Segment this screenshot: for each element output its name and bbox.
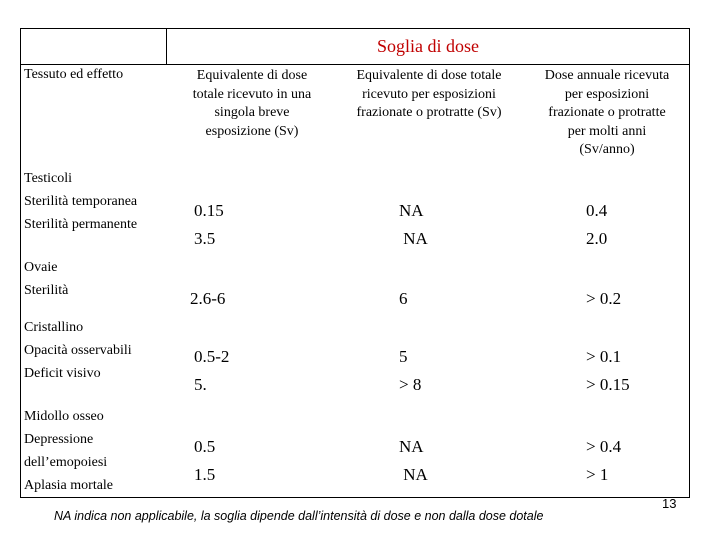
value-single: 0.15 3.5 xyxy=(194,201,224,248)
value-single: 0.5-2 5. xyxy=(194,347,230,394)
value-fractionated: NA NA xyxy=(399,201,428,248)
tissue-name: Ovaie xyxy=(24,260,58,275)
header-divider xyxy=(20,64,690,65)
effect-label: Depressione xyxy=(24,432,94,447)
effect-label: Sterilità permanente xyxy=(24,217,138,232)
effect-label: Sterilità xyxy=(24,283,69,298)
effect-label: Sterilità temporanea xyxy=(24,194,138,209)
effect-label: dell’emopoiesi xyxy=(24,455,108,470)
table-title: Soglia di dose xyxy=(377,36,479,56)
value-annual: 0.4 2.0 xyxy=(586,201,608,248)
table-row xyxy=(24,256,68,302)
value-single: 2.6-6 xyxy=(190,289,226,308)
column-header-single-exposure: Equivalente di dose totale ricevuto in una singola breve esposizione (Sv) xyxy=(192,68,312,139)
footnote: NA indica non applicabile, la soglia dipende dall’intensità di dose e non dalla dose dotale xyxy=(54,509,544,523)
page-number: 13 xyxy=(662,496,677,511)
effect-label: Opacità osservabili xyxy=(24,343,132,358)
column-header-fractionated: Equivalente di dose totale ricevuto per esposizioni frazionate o protratte (Sv) xyxy=(356,68,502,120)
column-header-tissue: Tessuto ed effetto xyxy=(24,67,124,82)
value-fractionated: 6 xyxy=(399,289,408,308)
value-fractionated: NA NA xyxy=(399,437,428,484)
value-annual: > 0.4 > 1 xyxy=(586,437,622,484)
tissue-name: Testicoli xyxy=(24,171,73,186)
value-annual: > 0.1 > 0.15 xyxy=(586,347,630,394)
tissue-name: Cristallino xyxy=(24,320,84,335)
column-header-annual: Dose annuale ricevuta per esposizioni frazionate o protratte per molti anni (Sv/anno) xyxy=(544,68,670,157)
effect-label: Deficit visivo xyxy=(24,366,101,381)
value-fractionated: 5 > 8 xyxy=(399,347,422,394)
table-row xyxy=(24,167,137,236)
table-row xyxy=(24,405,113,497)
tissue-name: Midollo osseo xyxy=(24,409,104,424)
value-single: 0.5 1.5 xyxy=(194,437,216,484)
table-row xyxy=(24,316,132,385)
value-annual: > 0.2 xyxy=(586,289,622,308)
effect-label: Aplasia mortale xyxy=(24,478,114,493)
